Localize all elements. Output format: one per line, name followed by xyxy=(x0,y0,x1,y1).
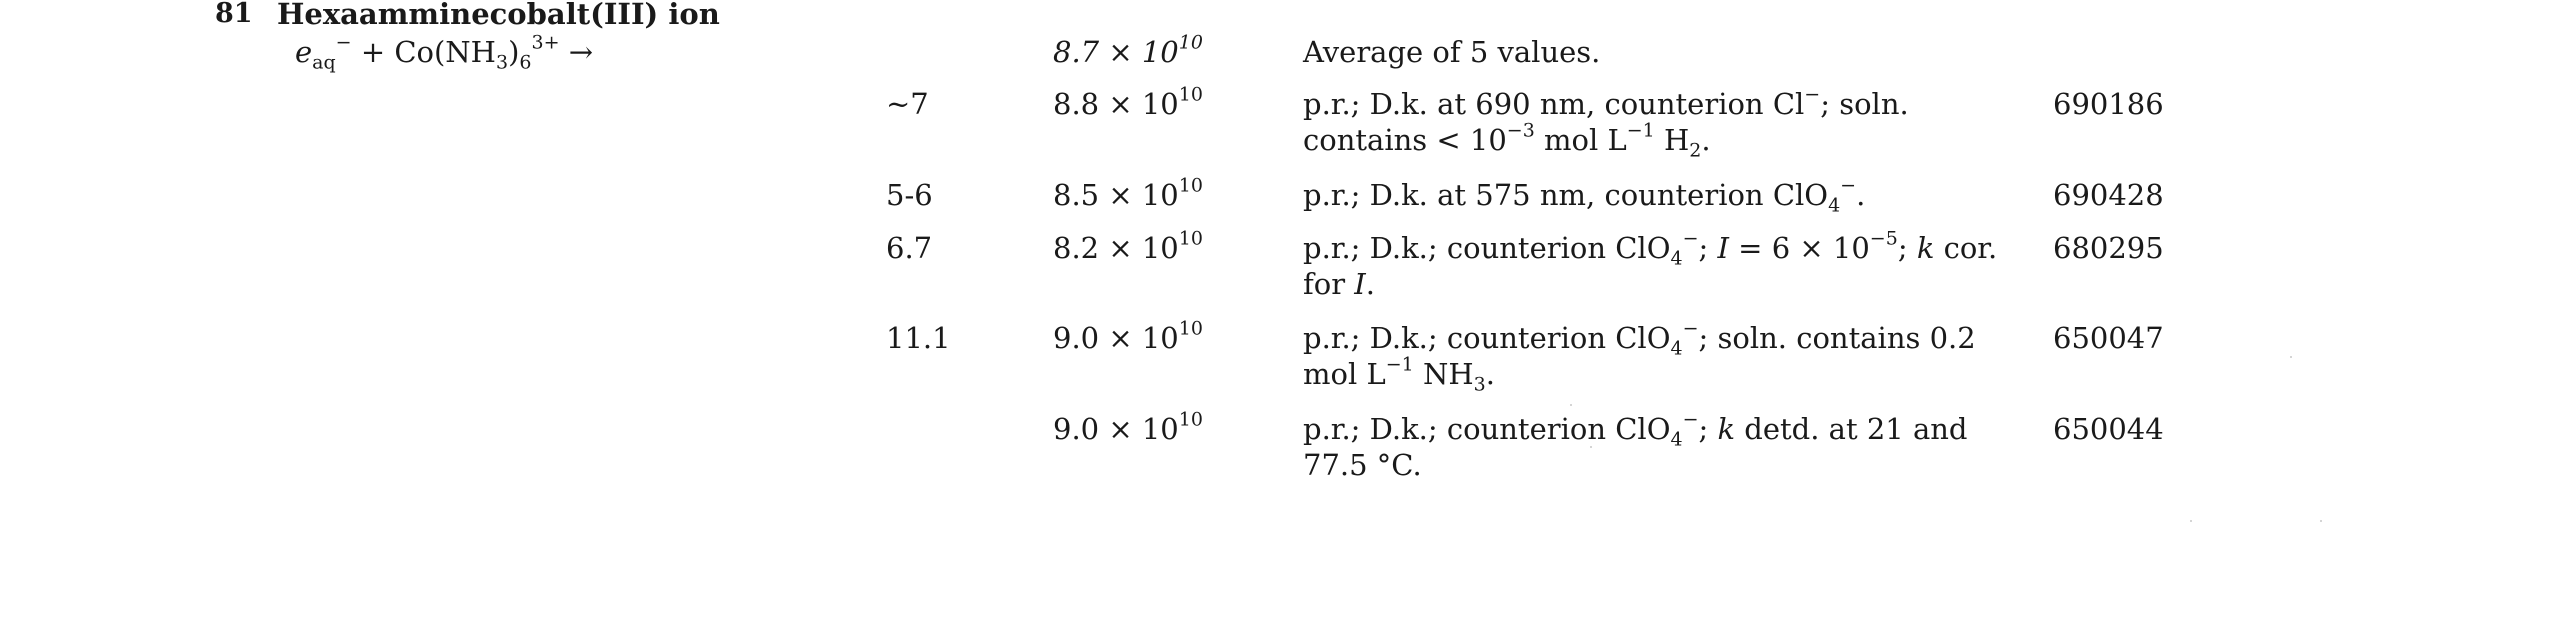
rate-constant: $8.5 \times 10^{10}$ xyxy=(1053,174,1203,212)
reference-number: 680295 xyxy=(2053,231,2164,265)
reference-number: 690428 xyxy=(2053,178,2164,212)
ph-value: 5-6 xyxy=(886,178,933,212)
electron-symbol: e xyxy=(295,35,313,69)
comment: p.r.; D.k.; counterion ClO$_4$−; $I = 6 \times 10^{-5}$; k cor. for I. xyxy=(1303,227,1998,301)
nh3-subscript: 3 xyxy=(495,51,509,74)
reaction-equation xyxy=(295,31,594,74)
rate-constant: $8.7 \times 10^{10}$ xyxy=(1053,31,1203,69)
reactant-text: + Co(NH xyxy=(360,35,496,69)
ph-value: 6.7 xyxy=(886,231,933,265)
electron-subscript: aq xyxy=(312,51,336,74)
scan-speck xyxy=(2190,520,2192,522)
reference-number: 650044 xyxy=(2053,412,2164,446)
rate-constant: $8.8 \times 10^{10}$ xyxy=(1053,83,1203,121)
rate-constant: $8.2 \times 10^{10}$ xyxy=(1053,227,1203,265)
scan-speck xyxy=(1570,404,1572,406)
rate-constant: $9.0 \times 10^{10}$ xyxy=(1053,317,1203,355)
reference-number: 690186 xyxy=(2053,87,2164,121)
ph-value: 11.1 xyxy=(886,321,951,355)
scan-speck xyxy=(1590,446,1592,448)
comment: p.r.; D.k.; counterion ClO$_4$−; soln. contains 0.2 mol $L^{-1}$ $NH_3$. xyxy=(1303,317,1976,396)
complex-charge: 3+ xyxy=(531,31,560,54)
reactant-paren: ) xyxy=(508,35,520,69)
electron-charge: − xyxy=(335,31,352,54)
comment: p.r.; D.k. at 575 nm, counterion ClO$_4$−. xyxy=(1303,174,1866,217)
compound-name: Hexaamminecobalt(III) ion xyxy=(277,0,720,31)
rate-constant: $9.0 \times 10^{10}$ xyxy=(1053,408,1203,446)
ligand-count-subscript: 6 xyxy=(519,51,532,74)
comment: Average of 5 values. xyxy=(1303,35,1601,69)
reaction-arrow: → xyxy=(568,35,594,69)
entry-number: 81 xyxy=(215,0,253,29)
comment: p.r.; D.k.; counterion ClO$_4$−; k detd. at 21 and 77.5 °C. xyxy=(1303,408,1968,482)
ph-value: ~7 xyxy=(886,87,929,121)
scan-speck xyxy=(2290,356,2292,358)
reference-number: 650047 xyxy=(2053,321,2164,355)
scan-speck xyxy=(2320,520,2322,522)
comment: p.r.; D.k. at 690 nm, counterion Cl−; soln. contains < $10^{-3}$ mol $L^{-1}$ $H_2$. xyxy=(1303,83,1909,162)
